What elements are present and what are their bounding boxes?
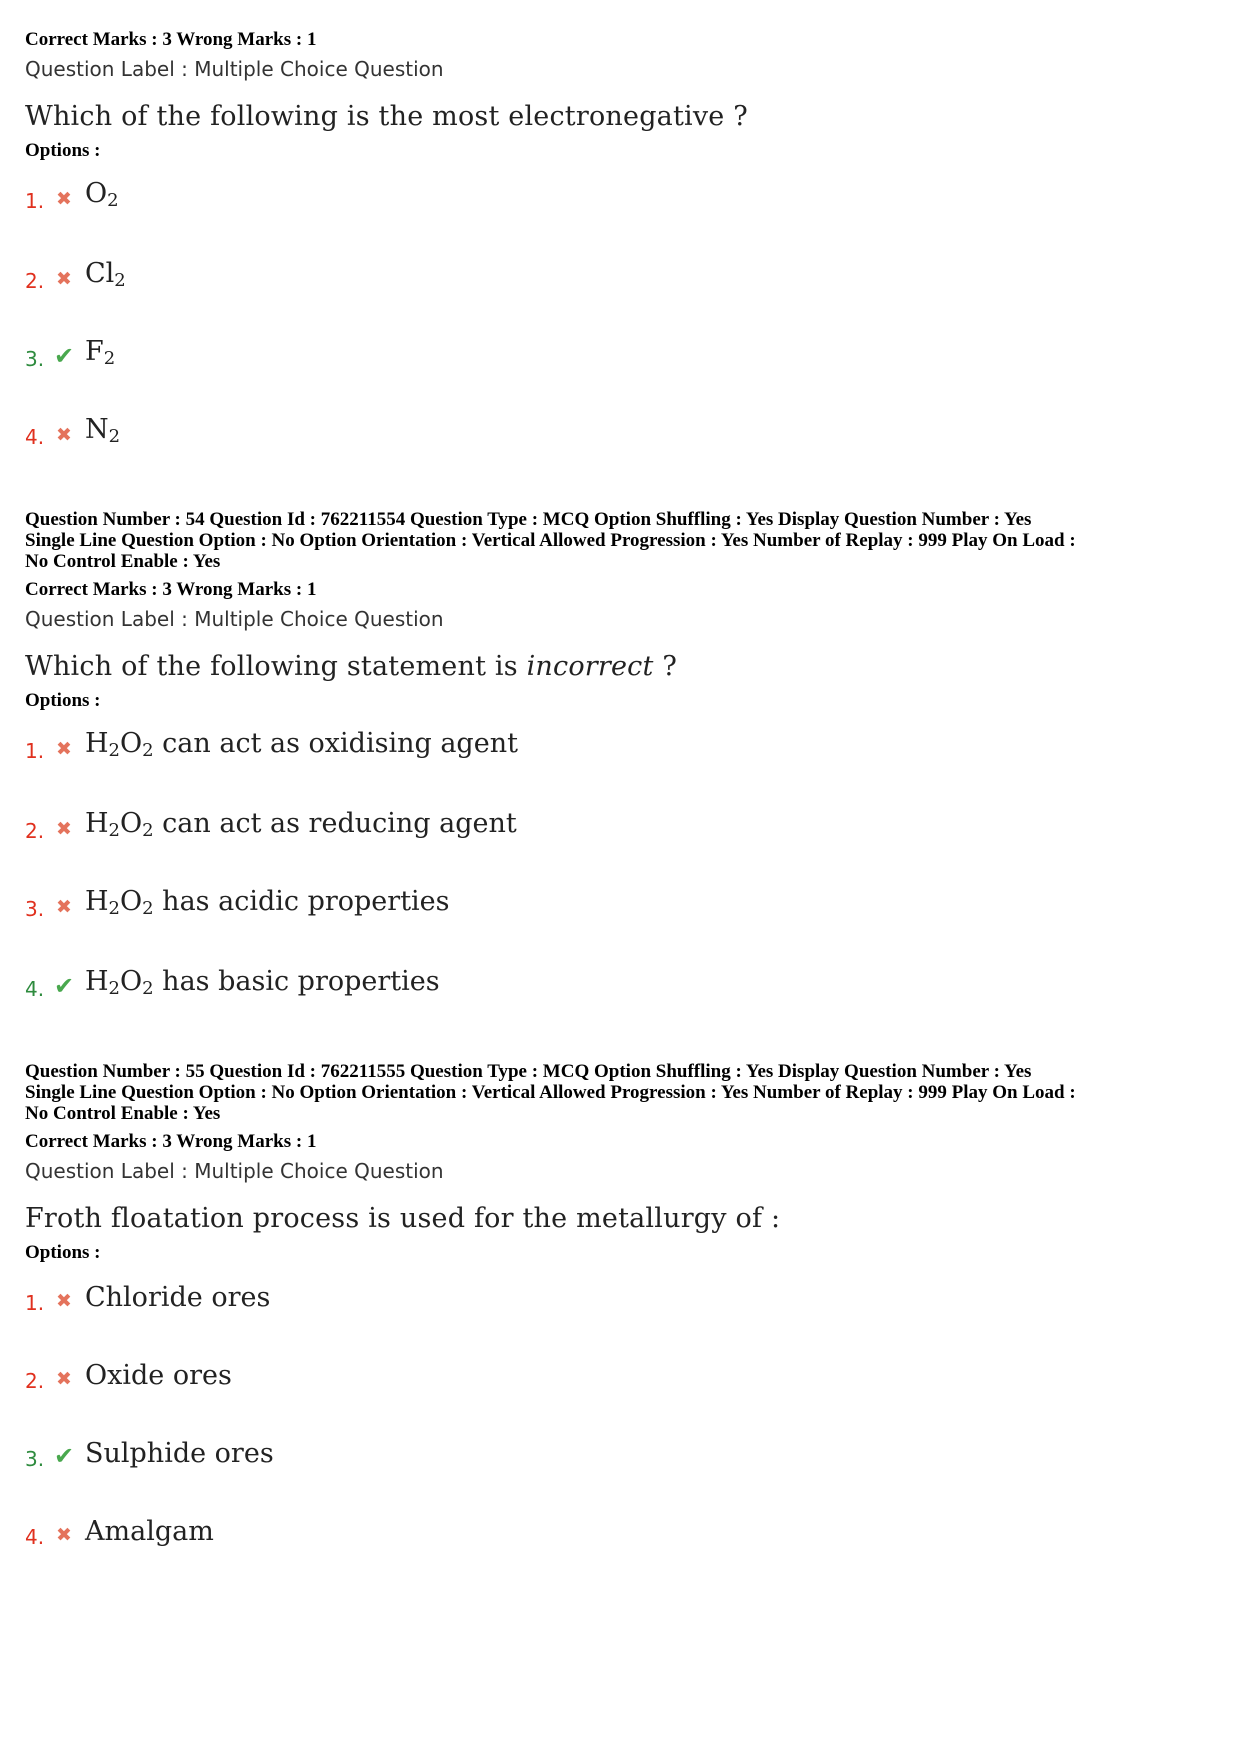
options-heading: Options : — [25, 690, 101, 711]
question-text — [25, 1200, 1225, 1238]
question-text-part: ? — [653, 651, 678, 682]
cross-icon: ✖ — [56, 1368, 72, 1390]
cross-icon: ✖ — [56, 818, 72, 840]
option-formula: Cl — [85, 258, 115, 289]
question-meta-line: No Control Enable : Yes — [25, 551, 221, 572]
option-text — [85, 886, 450, 919]
spacer — [25, 461, 1225, 509]
question-label: Question Label : Multiple Choice Question — [25, 57, 444, 81]
question-label: Question Label : Multiple Choice Question — [25, 607, 444, 631]
option-1 — [25, 713, 1225, 775]
cross-icon: ✖ — [56, 1290, 72, 1312]
spacer — [25, 1013, 1225, 1061]
cross-icon: ✖ — [56, 896, 72, 918]
option-number: 1. — [25, 189, 45, 213]
option-number: 4. — [25, 977, 45, 1001]
option-number: 4. — [25, 425, 45, 449]
options-heading: Options : — [25, 1242, 101, 1263]
option-subscript: 2 — [142, 740, 154, 761]
option-formula: H — [85, 808, 109, 839]
question-meta-line: Single Line Question Option : No Option Orientation : Vertical Allowed Progression : Yes Number of Replay : 999 Play On Load : — [25, 1082, 1076, 1103]
cross-icon: ✖ — [56, 738, 72, 760]
option-2 — [25, 225, 1225, 305]
option-2 — [25, 1327, 1225, 1405]
option-4 — [25, 383, 1225, 461]
question-meta-line: No Control Enable : Yes — [25, 1103, 221, 1124]
option-rest: has basic properties — [153, 966, 440, 997]
option-subscript: 2 — [108, 426, 121, 447]
option-subscript: 2 — [142, 898, 154, 919]
option-formula: N — [85, 414, 109, 445]
option-3 — [25, 305, 1225, 383]
option-number: 2. — [25, 819, 45, 843]
option-formula: O — [120, 886, 143, 917]
option-text: Chloride ores — [85, 1282, 271, 1313]
option-text — [85, 178, 119, 211]
question-text — [25, 98, 1225, 136]
question-text-part: Which of the following is the most electronegative ? — [25, 101, 748, 132]
option-formula: O — [85, 178, 108, 209]
cross-icon: ✖ — [56, 424, 72, 446]
option-2 — [25, 775, 1225, 855]
option-formula: H — [85, 886, 109, 917]
option-subscript: 2 — [108, 820, 120, 841]
question-meta-line: Single Line Question Option : No Option Orientation : Vertical Allowed Progression : Yes Number of Replay : 999 Play On Load : — [25, 530, 1076, 551]
question-label: Question Label : Multiple Choice Question — [25, 1159, 444, 1183]
option-rest: can act as oxidising agent — [153, 728, 518, 759]
option-text — [85, 966, 440, 999]
option-text: Sulphide ores — [85, 1438, 274, 1469]
question-meta-line: Question Number : 54 Question Id : 762211554 Question Type : MCQ Option Shuffling : Yes Display Question Number : Yes — [25, 509, 1032, 530]
question-text-part: Which of the following statement is — [25, 651, 527, 682]
option-formula: H — [85, 728, 109, 759]
option-4 — [25, 1483, 1225, 1561]
option-formula: O — [120, 966, 143, 997]
option-text — [85, 414, 120, 447]
option-number: 4. — [25, 1525, 45, 1549]
option-formula: H — [85, 966, 109, 997]
option-subscript: 2 — [108, 978, 120, 999]
option-formula: O — [120, 808, 143, 839]
option-number: 2. — [25, 1369, 45, 1393]
question-text-part: Froth floatation process is used for the metallurgy of : — [25, 1203, 781, 1234]
option-number: 2. — [25, 269, 45, 293]
option-1 — [25, 163, 1225, 225]
option-text — [85, 808, 517, 841]
option-text — [85, 728, 518, 761]
marks-line: Correct Marks : 3 Wrong Marks : 1 — [25, 29, 317, 50]
option-subscript: 2 — [107, 190, 119, 211]
option-3 — [25, 1405, 1225, 1483]
option-number: 3. — [25, 1447, 45, 1471]
option-rest: can act as reducing agent — [153, 808, 517, 839]
option-formula: O — [120, 728, 143, 759]
question-block-1 — [25, 28, 1225, 461]
option-4 — [25, 933, 1225, 1013]
question-text-emphasis: incorrect — [526, 651, 654, 682]
option-number: 1. — [25, 1291, 45, 1315]
option-text: Oxide ores — [85, 1360, 232, 1391]
marks-line: Correct Marks : 3 Wrong Marks : 1 — [25, 579, 317, 600]
question-block-54 — [25, 509, 1225, 1013]
option-subscript: 2 — [114, 270, 126, 291]
option-text: Amalgam — [85, 1516, 214, 1547]
option-formula: F — [85, 336, 104, 367]
options-heading: Options : — [25, 140, 101, 161]
question-block-55 — [25, 1061, 1225, 1561]
question-paper-page — [25, 28, 1225, 1561]
cross-icon: ✖ — [56, 268, 72, 290]
check-icon: ✔ — [53, 972, 75, 1000]
option-number: 3. — [25, 347, 45, 371]
cross-icon: ✖ — [56, 188, 72, 210]
question-meta-line: Question Number : 55 Question Id : 762211555 Question Type : MCQ Option Shuffling : Yes Display Question Number : Yes — [25, 1061, 1032, 1082]
check-icon: ✔ — [53, 342, 75, 370]
option-text — [85, 258, 126, 291]
option-3 — [25, 855, 1225, 933]
option-subscript: 2 — [108, 898, 120, 919]
option-subscript: 2 — [142, 820, 154, 841]
cross-icon: ✖ — [56, 1524, 72, 1546]
option-subscript: 2 — [108, 740, 120, 761]
option-1 — [25, 1265, 1225, 1327]
check-icon: ✔ — [53, 1442, 75, 1470]
option-text — [85, 336, 115, 369]
option-subscript: 2 — [103, 348, 116, 369]
option-subscript: 2 — [142, 978, 154, 999]
marks-line: Correct Marks : 3 Wrong Marks : 1 — [25, 1131, 317, 1152]
question-text — [25, 648, 1225, 686]
option-number: 3. — [25, 897, 45, 921]
option-rest: has acidic properties — [153, 886, 450, 917]
option-number: 1. — [25, 739, 45, 763]
